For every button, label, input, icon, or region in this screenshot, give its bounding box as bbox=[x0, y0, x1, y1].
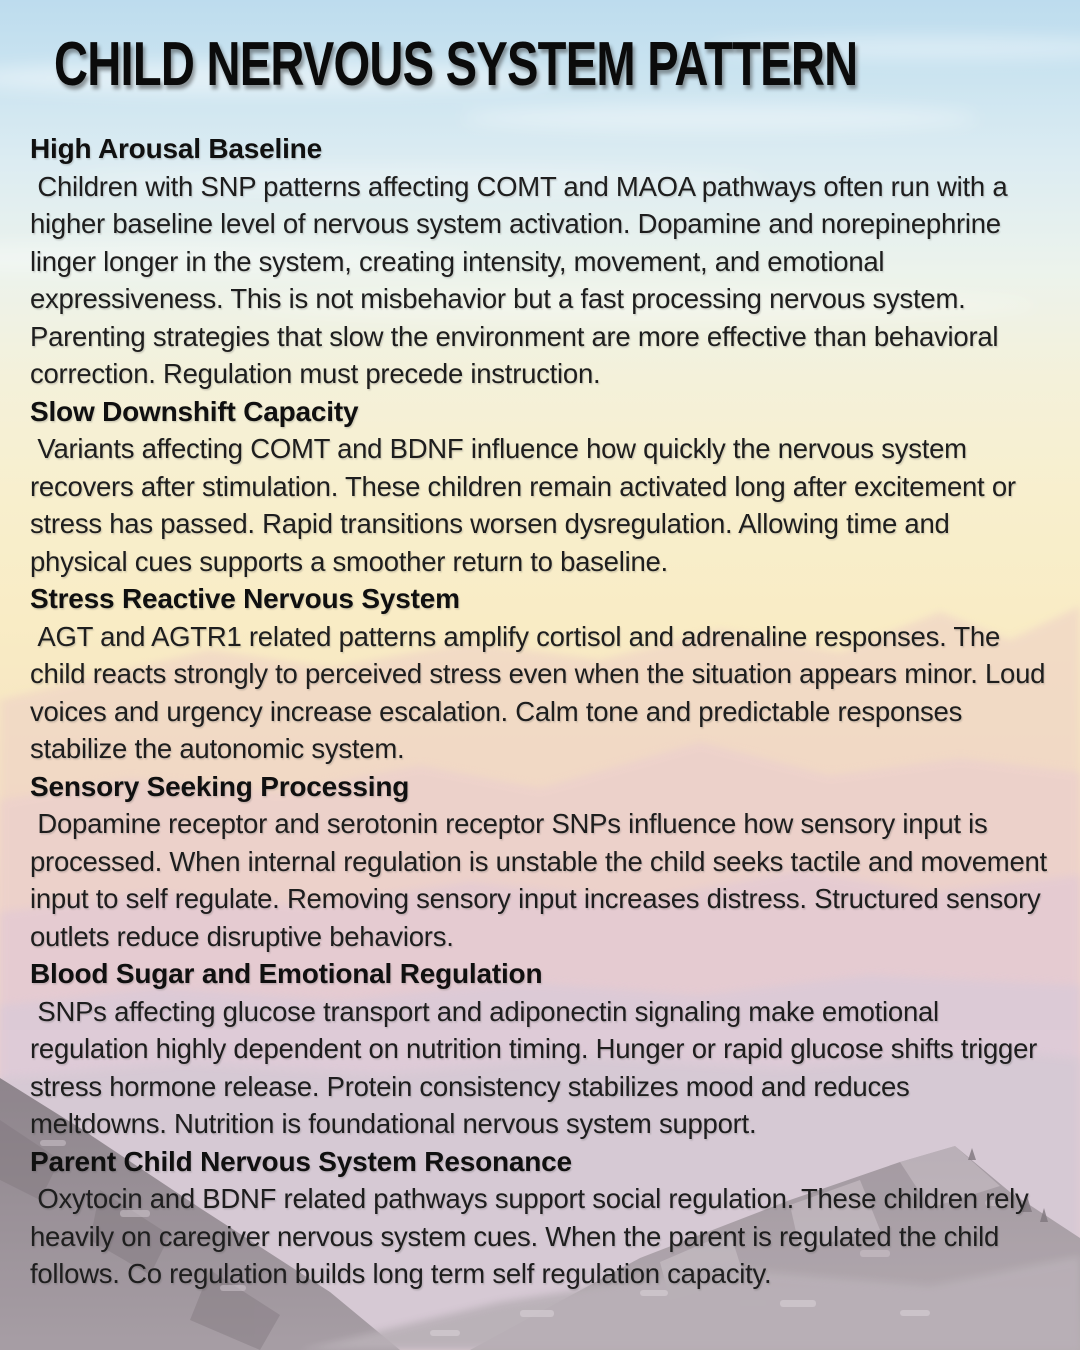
section-heading: Blood Sugar and Emotional Regulation bbox=[30, 958, 543, 990]
section-paragraph: Children with SNP patterns affecting COMT and MAOA pathways often run with a higher baseline level of nervous system activation. Dopamine and norepinephrine linger longer in the system, creating intensity, movement, and emotional expressiveness. This is not misbehavior but a fast processing nervous system. Parenting strategies that slow the environment are more effective than behavioral correction. Regulation must precede instruction. bbox=[30, 170, 1015, 390]
section-paragraph: AGT and AGTR1 related patterns amplify cortisol and adrenaline responses. The child reacts strongly to perceived stress even when the situation appears minor. Loud voices and urgency increase escalation. Calm tone and predictable responses stabilize the autonomic system. bbox=[30, 620, 1053, 765]
section-heading: Parent Child Nervous System Resonance bbox=[30, 1145, 572, 1177]
page-title: CHILD NERVOUS SYSTEM PATTERN bbox=[54, 30, 858, 99]
section-paragraph: SNPs affecting glucose transport and adiponectin signaling make emotional regulation highly dependent on nutrition timing. Hunger or rapid glucose shifts trigger stress hormone release. Protein consistency stabilizes mood and reduces meltdowns. Nutrition is foundational nervous system support. bbox=[30, 995, 1045, 1140]
section-paragraph: Oxytocin and BDNF related pathways support social regulation. These children rely heavily on caregiver nervous system cues. When the parent is regulated the child follows. Co regulation builds long term self regulation capacity. bbox=[30, 1183, 1036, 1290]
section-blood-sugar-emotional-regulation bbox=[30, 955, 1052, 1143]
section-heading: High Arousal Baseline bbox=[30, 133, 322, 165]
section-heading: Slow Downshift Capacity bbox=[30, 395, 359, 427]
section-high-arousal-baseline bbox=[30, 130, 1052, 393]
section-paragraph: Variants affecting COMT and BDNF influence how quickly the nervous system recovers after stimulation. These children remain activated long after excitement or stress has passed. Rapid transitions worsen dysregulation. Allowing time and physical cues supports a smoother return to baseline. bbox=[30, 433, 1024, 577]
section-slow-downshift-capacity bbox=[30, 393, 1052, 581]
section-stress-reactive-nervous-system bbox=[30, 580, 1052, 768]
section-heading: Stress Reactive Nervous System bbox=[30, 583, 460, 615]
section-parent-child-resonance bbox=[30, 1143, 1052, 1293]
section-heading: Sensory Seeking Processing bbox=[30, 770, 410, 802]
section-sensory-seeking-processing bbox=[30, 768, 1055, 956]
section-paragraph: Dopamine receptor and serotonin receptor SNPs influence how sensory input is processed. When internal regulation is unstable the child seeks tactile and movement input to self regulate. Removing sensory input increases distress. Structured sensory outlets reduce disruptive behaviors. bbox=[30, 808, 1055, 952]
sections-list bbox=[30, 130, 1055, 1293]
infographic-content bbox=[30, 22, 1055, 1293]
